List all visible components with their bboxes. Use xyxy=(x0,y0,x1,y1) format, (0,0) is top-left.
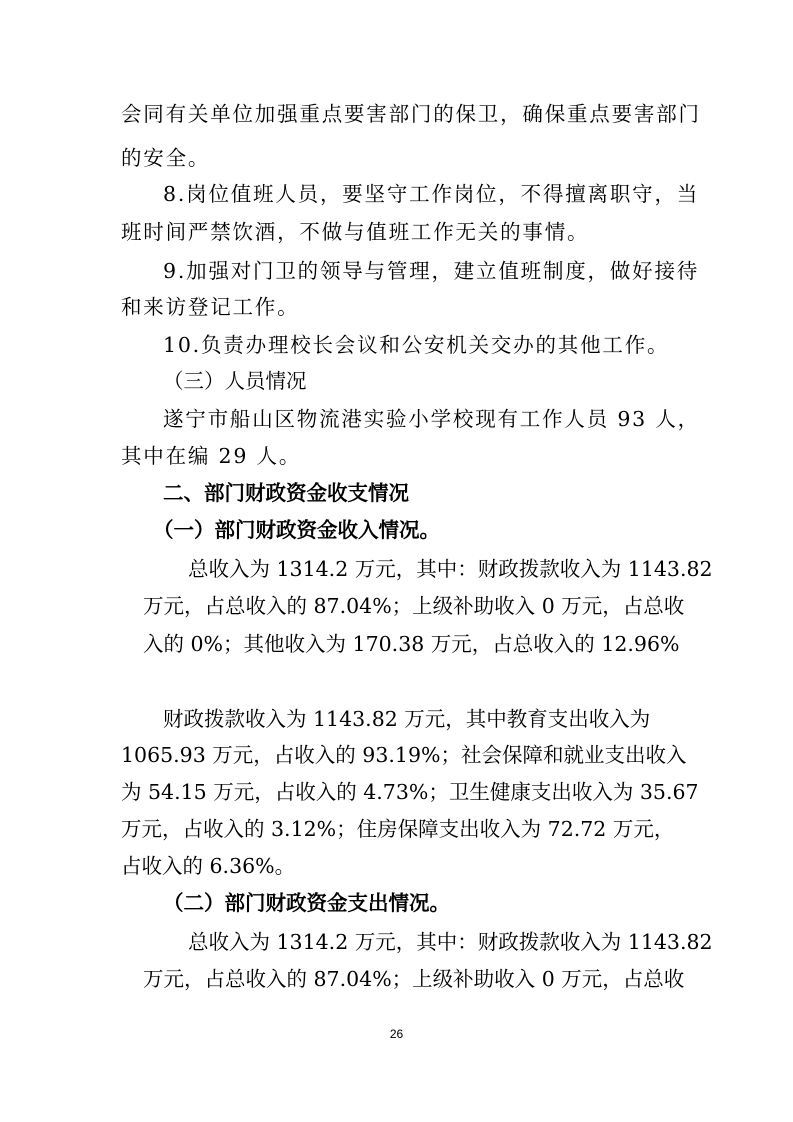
paragraph-line: 为 54.15 万元，占收入的 4.73%；卫生健康支出收入为 35.67 xyxy=(121,780,699,804)
subsection-heading-income: （一）部门财政资金收入情况。 xyxy=(153,518,440,542)
section-heading-finance: 二、部门财政资金收支情况 xyxy=(163,481,409,505)
list-item-8: 8.岗位值班人员，要坚守工作岗位，不得擅离职守，当 xyxy=(163,182,700,206)
page-number: 26 xyxy=(389,1027,404,1041)
paragraph-line: 的安全。 xyxy=(121,146,211,170)
paragraph-line: 万元，占总收入的 87.04%；上级补助收入 0 万元，占总收 xyxy=(143,594,685,618)
paragraph-line: 万元，占总收入的 87.04%；上级补助收入 0 万元，占总收 xyxy=(143,967,685,991)
paragraph-line: 和来访登记工作。 xyxy=(121,295,300,319)
list-item-9: 9.加强对门卫的领导与管理，建立值班制度，做好接待 xyxy=(163,259,700,283)
paragraph-line: 会同有关单位加强重点要害部门的保卫，确保重点要害部门 xyxy=(121,102,701,126)
subsection-heading-expenditure: （二）部门财政资金支出情况。 xyxy=(163,891,450,915)
paragraph-line: 总收入为 1314.2 万元，其中：财政拨款收入为 1143.82 xyxy=(188,557,713,581)
paragraph-line: 总收入为 1314.2 万元，其中：财政拨款收入为 1143.82 xyxy=(188,930,713,954)
paragraph-line: 1065.93 万元，占收入的 93.19%；社会保障和就业支出收入 xyxy=(121,743,687,767)
paragraph-line: 入的 0%；其他收入为 170.38 万元，占总收入的 12.96% xyxy=(143,632,680,656)
paragraph-line: 占收入的 6.36%。 xyxy=(121,854,296,878)
section-heading-personnel: （三）人员情况 xyxy=(163,369,307,393)
list-item-10: 10.负责办理校长会议和公安机关交办的其他工作。 xyxy=(163,333,670,357)
paragraph-line: 遂宁市船山区物流港实验小学校现有工作人员 93 人， xyxy=(163,407,700,431)
paragraph-line: 班时间严禁饮酒，不做与值班工作无关的事情。 xyxy=(121,220,590,244)
paragraph-line: 其中在编 29 人。 xyxy=(121,444,302,468)
paragraph-line: 万元，占收入的 3.12%；住房保障支出收入为 72.72 万元， xyxy=(121,817,675,841)
paragraph-line: 财政拨款收入为 1143.82 万元，其中教育支出收入为 xyxy=(163,707,651,731)
